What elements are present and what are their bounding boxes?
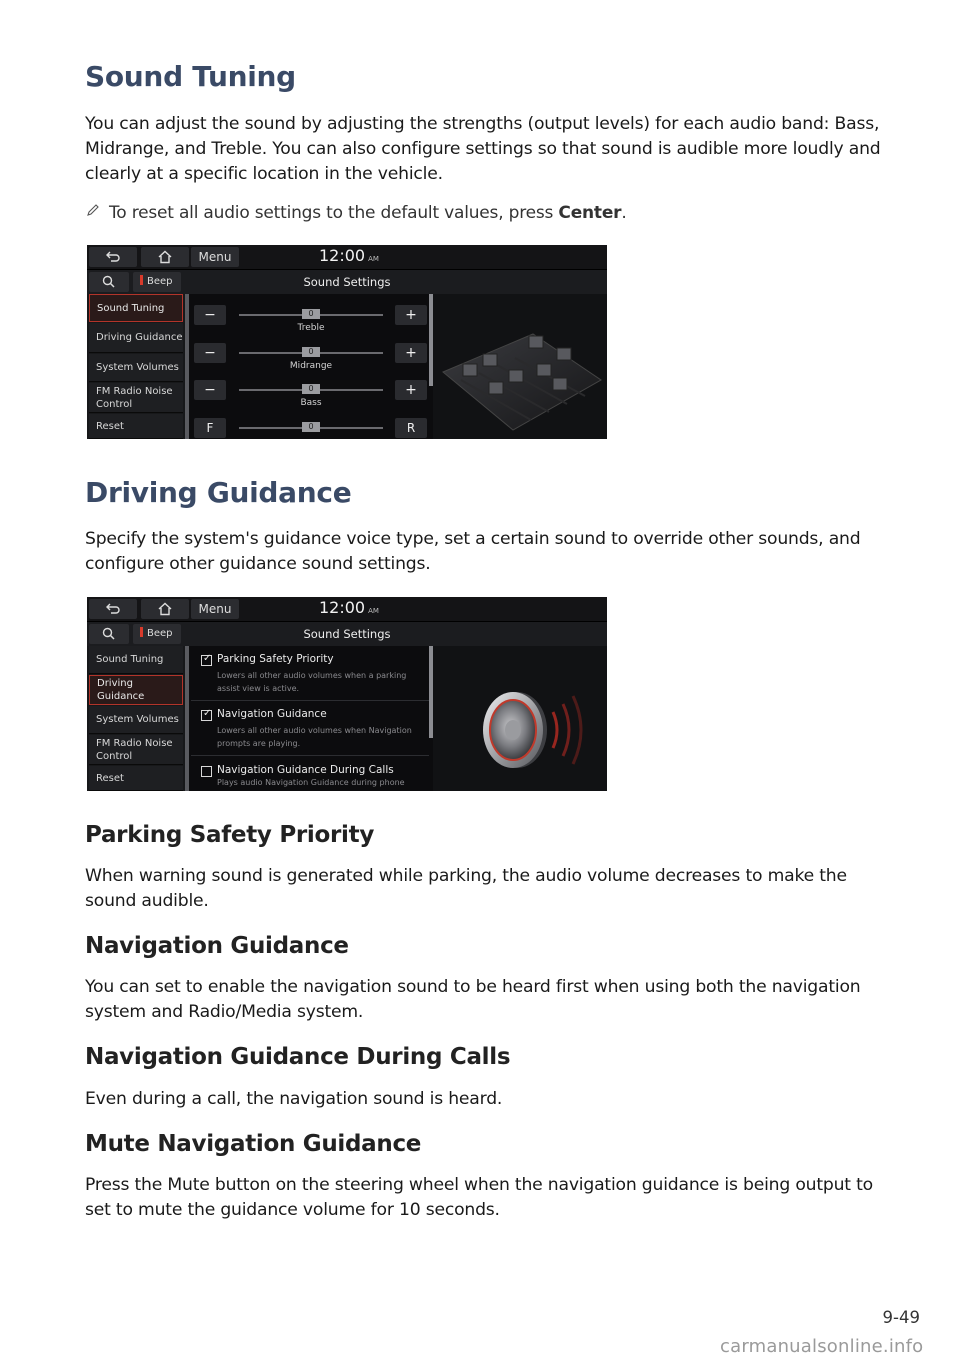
screen-title: Sound Settings <box>303 627 391 641</box>
sidebar-item-sound-tuning[interactable]: Sound Tuning <box>89 646 183 674</box>
sidebar-scrollbar[interactable] <box>185 646 189 791</box>
clock-ampm: AM <box>368 607 379 615</box>
sidebar-item-system-volumes[interactable]: System Volumes <box>89 354 183 382</box>
equalizer-illustration <box>433 294 607 439</box>
midrange-label: Midrange <box>289 361 333 371</box>
navigation-guidance-heading: Navigation Guidance <box>85 933 349 959</box>
mute-navigation-guidance-heading: Mute Navigation Guidance <box>85 1131 422 1157</box>
search-button[interactable] <box>89 624 129 644</box>
navigation-guidance-during-calls-heading: Navigation Guidance During Calls <box>85 1044 511 1070</box>
sidebar-item-reset[interactable]: Reset <box>89 766 183 791</box>
option-description: Lowers all other audio volumes when a parking assist view is active. <box>217 671 407 693</box>
parking-safety-priority-paragraph: When warning sound is generated while parking, the audio volume decreases to make the sound audible. <box>85 866 847 911</box>
sidebar-item-system-volumes[interactable]: System Volumes <box>89 706 183 734</box>
speaker-icon <box>433 646 607 791</box>
watermark: carmanualsonline.info <box>720 1336 924 1357</box>
note-suffix: . <box>621 203 627 223</box>
home-button[interactable] <box>141 247 189 267</box>
navigation-guidance-during-calls-paragraph: Even during a call, the navigation sound is heard. <box>85 1089 503 1109</box>
option-title: Parking Safety Priority <box>217 653 334 665</box>
back-button[interactable] <box>89 599 137 619</box>
treble-label: Treble <box>297 323 325 333</box>
reset-note <box>85 202 627 223</box>
checkbox-icon[interactable]: ✓ <box>203 653 212 664</box>
beep-label: Beep <box>147 628 173 639</box>
fader-rear-button[interactable]: R <box>395 418 427 438</box>
speaker-illustration <box>433 646 607 791</box>
treble-increase-button[interactable]: + <box>395 305 427 325</box>
fader-front-button[interactable]: F <box>194 418 226 438</box>
beep-indicator <box>140 275 143 285</box>
driving-guidance-paragraph: Specify the system's guidance voice type, set a certain sound to override other sounds, and configure other guidance sound settings. <box>85 529 861 574</box>
page-number: 9-49 <box>882 1308 920 1327</box>
beep-button[interactable] <box>133 272 181 292</box>
bass-increase-button[interactable]: + <box>395 380 427 400</box>
beep-label: Beep <box>147 276 173 287</box>
search-icon <box>89 624 129 644</box>
treble-value[interactable]: 0 <box>302 309 320 319</box>
settings-sidebar <box>87 294 185 439</box>
clock <box>319 598 379 617</box>
sound-tuning-screen <box>87 245 607 439</box>
driving-guidance-screen <box>87 597 607 791</box>
sidebar-item-sound-tuning[interactable]: Sound Tuning <box>89 294 183 322</box>
clock-time: 12:00 <box>319 598 366 617</box>
option-divider <box>191 700 429 701</box>
sound-tuning-heading: Sound Tuning <box>85 60 296 93</box>
settings-sidebar <box>87 646 185 791</box>
option-title: Navigation Guidance During Calls <box>217 764 394 776</box>
sidebar-item-reset[interactable]: Reset <box>89 414 183 439</box>
back-button[interactable] <box>89 247 137 267</box>
checkbox-icon[interactable] <box>201 766 212 777</box>
search-button[interactable] <box>89 272 129 292</box>
treble-decrease-button[interactable]: − <box>194 305 226 325</box>
option-title: Navigation Guidance <box>217 708 327 720</box>
sidebar-item-fm-radio-noise-control[interactable]: FM Radio Noise Control <box>89 383 183 413</box>
midrange-value[interactable]: 0 <box>302 347 320 357</box>
equalizer-icon <box>433 294 607 439</box>
midrange-decrease-button[interactable]: − <box>194 343 226 363</box>
note-bold: Center <box>558 203 622 223</box>
back-icon <box>105 250 121 264</box>
home-button[interactable] <box>141 599 189 619</box>
pencil-note-icon <box>85 202 109 222</box>
bass-decrease-button[interactable]: − <box>194 380 226 400</box>
home-icon <box>157 250 173 264</box>
sidebar-item-driving-guidance[interactable]: Driving Guidance <box>89 323 183 353</box>
clock-ampm: AM <box>368 255 379 263</box>
sidebar-item-driving-guidance[interactable]: Driving Guidance <box>89 675 183 705</box>
sound-tuning-paragraph: You can adjust the sound by adjusting the strengths (output levels) for each audio band: Bass, Midrange, and Treble. You can also configure settings so that sound is audible more loudly and clearly at a specific location in the vehicle. <box>85 114 881 184</box>
fader-value[interactable]: 0 <box>302 422 320 432</box>
option-description: Lowers all other audio volumes when Navigation prompts are playing. <box>217 726 412 748</box>
screen-title: Sound Settings <box>303 275 391 289</box>
header-bar <box>87 621 607 646</box>
sidebar-scrollbar[interactable] <box>185 294 189 439</box>
parking-safety-priority-heading: Parking Safety Priority <box>85 822 375 848</box>
top-bar <box>87 245 607 269</box>
top-bar <box>87 597 607 621</box>
option-description: Plays audio Navigation Guidance during phone <box>217 778 405 787</box>
back-icon <box>105 602 121 616</box>
navigation-guidance-paragraph: You can set to enable the navigation sound to be heard first when using both the navigation system and Radio/Media system. <box>85 977 861 1022</box>
sidebar-item-fm-radio-noise-control[interactable]: FM Radio Noise Control <box>89 735 183 765</box>
checkbox-icon[interactable]: ✓ <box>203 708 212 719</box>
header-bar <box>87 269 607 294</box>
menu-button[interactable]: Menu <box>191 247 239 267</box>
beep-indicator <box>140 627 143 637</box>
note-text: To reset all audio settings to the default values, press <box>109 203 559 223</box>
midrange-increase-button[interactable]: + <box>395 343 427 363</box>
clock-time: 12:00 <box>319 246 366 265</box>
menu-button[interactable]: Menu <box>191 599 239 619</box>
search-icon <box>89 272 129 292</box>
driving-guidance-heading: Driving Guidance <box>85 476 352 509</box>
option-divider <box>191 755 429 756</box>
beep-button[interactable] <box>133 624 181 644</box>
bass-value[interactable]: 0 <box>302 384 320 394</box>
mute-navigation-guidance-paragraph: Press the Mute button on the steering wheel when the navigation guidance is being output to set to mute the guidance volume for 10 seconds. <box>85 1175 873 1220</box>
bass-label: Bass <box>300 398 322 408</box>
home-icon <box>157 602 173 616</box>
clock <box>319 246 379 265</box>
